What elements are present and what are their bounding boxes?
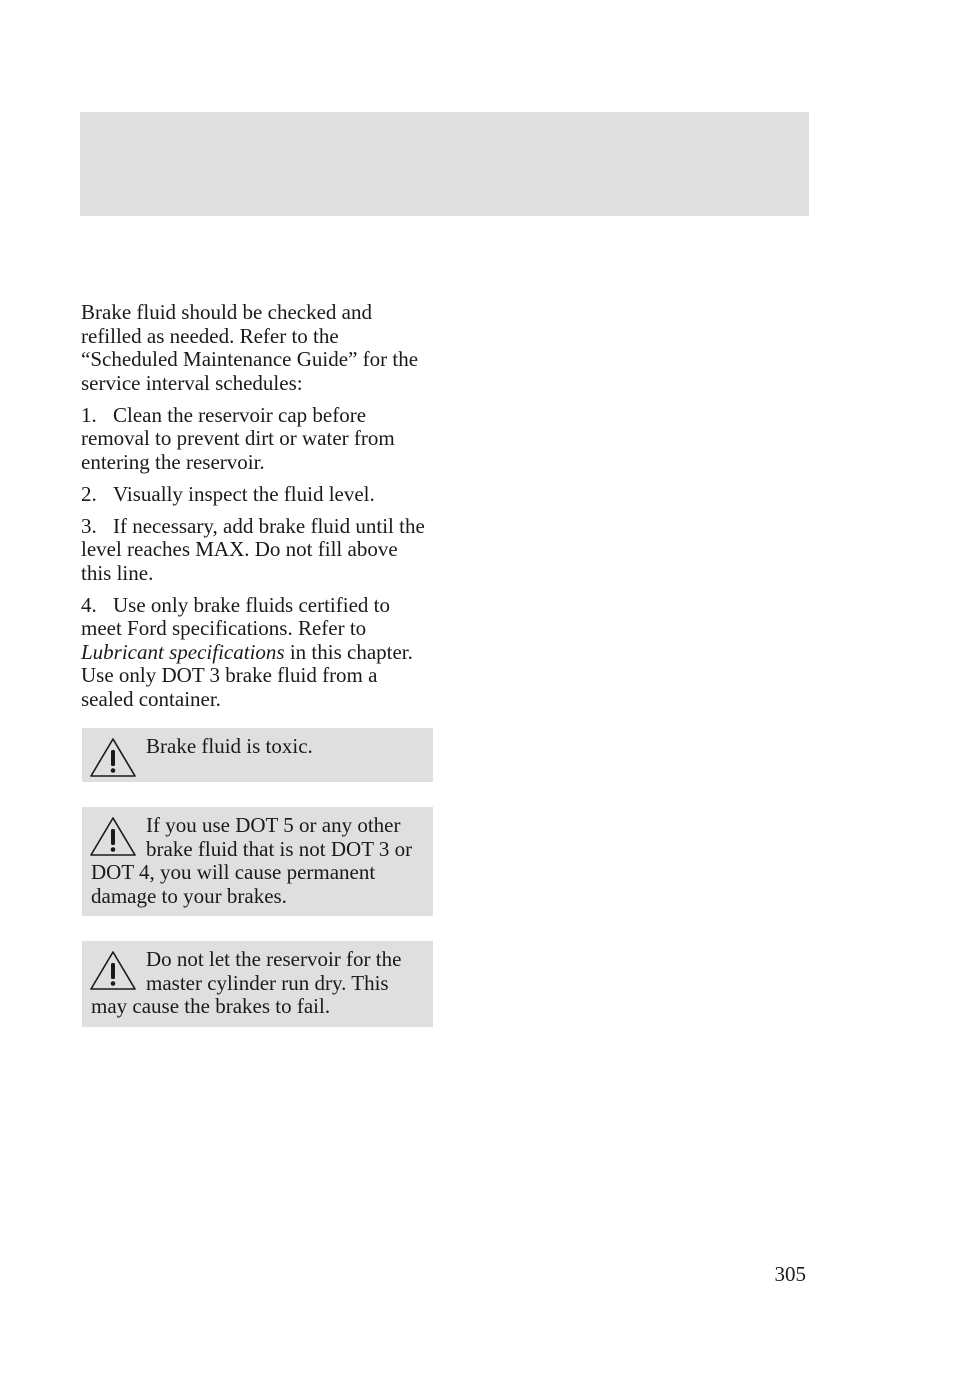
warning-triangle-icon bbox=[89, 816, 137, 858]
warning-text: If you use DOT 5 or any other brake fluid that is not DOT 3 or DOT 4, you will cause permanent damage to your brakes. bbox=[91, 813, 413, 908]
warning-box-dot5 bbox=[82, 807, 433, 916]
content-column bbox=[81, 301, 433, 1052]
step-text-continued: in this chapter. Use only DOT 3 brake fluid from a sealed container. bbox=[81, 639, 413, 711]
header-band bbox=[80, 112, 809, 216]
warning-text: Do not let the reservoir for the master cylinder run dry. This may cause the brakes to fail. bbox=[91, 947, 402, 1018]
warning-triangle-icon bbox=[89, 950, 137, 992]
step-2 bbox=[81, 483, 433, 507]
lubricant-specifications-reference: Lubricant specifications bbox=[81, 639, 285, 664]
warning-box-reservoir bbox=[82, 941, 433, 1027]
step-text: If necessary, add brake fluid until the level reaches MAX. Do not fill above this line. bbox=[81, 513, 425, 585]
page-number: 305 bbox=[774, 1262, 806, 1286]
intro-paragraph: Brake fluid should be checked and refilled as needed. Refer to the “Scheduled Maintenance Guide” for the service interval schedules: bbox=[81, 300, 419, 395]
step-text: Clean the reservoir cap before removal to prevent dirt or water from entering the reservoir. bbox=[81, 402, 395, 474]
warning-triangle-icon bbox=[89, 737, 137, 779]
step-4 bbox=[81, 594, 433, 712]
step-number: 2. bbox=[81, 481, 97, 506]
step-3 bbox=[81, 515, 433, 586]
warning-box-toxic bbox=[82, 728, 433, 782]
step-number: 1. bbox=[81, 402, 97, 427]
step-text: Use only brake fluids certified to meet Ford specifications. Refer to bbox=[81, 592, 390, 640]
step-number: 4. bbox=[81, 592, 97, 617]
warning-text: Brake fluid is toxic. bbox=[146, 734, 313, 758]
step-text: Visually inspect the fluid level. bbox=[113, 481, 375, 506]
step-number: 3. bbox=[81, 513, 97, 538]
step-1 bbox=[81, 404, 433, 475]
